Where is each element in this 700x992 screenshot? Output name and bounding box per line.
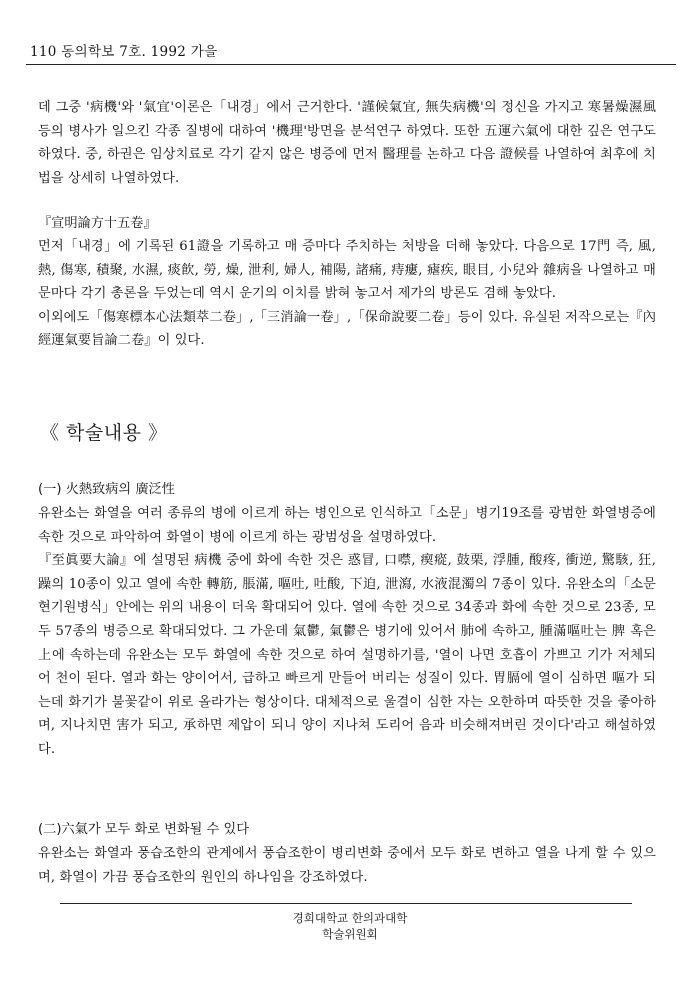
subsection-2-paragraph-1: 유완소는 화열과 풍습조한의 관계에서 풍습조한이 병리변화 중에서 모두 화로 변하고 열을 나게 할 수 있으며, 화열이 가끔 풍습조한의 원인의 하나임을 강조하였다. — [38, 846, 656, 885]
subsection-2-title: (二)六氣가 모두 화로 변화될 수 있다 — [38, 822, 249, 837]
subsection-2 — [38, 818, 656, 889]
book-title: 『宣明論方十五卷』 — [38, 216, 157, 231]
subsection-1 — [38, 478, 656, 762]
subsection-1-paragraph-1: 유완소는 화열을 여러 종류의 병에 이르게 하는 병인으로 인식하고「소문」병기19조를 광범한 화열병증에 속한 것으로 파악하여 화열이 병에 이르게 하는 광범성을 설명하였다. — [38, 506, 656, 545]
running-header: 110 동의학보 7호. 1992 가을 — [30, 44, 218, 60]
subsection-1-paragraph-2: 『至眞要大論』에 설명된 病機 중에 화에 속한 것은 惑冒, 口噤, 瘈瘲, 鼓栗, 浮腫, 酸疼, 衝逆, 驚駭, 狂, 躁의 10종이 있고 열에 속한 轉筋, 脹滿, 嘔吐, 吐酸, 下迫, 泄瀉, 水液混濁의 7종이 있다. 유완소의「소문현기원병식」안에는 위의 내용이 더욱 확대되어 있다. 열에 속한 것으로 34종과 화에 속한 것으로 23종, 모두 57종의 병증으로 확대되었다. 그 가운데 氣鬱, 氣鬱은 병기에 있어서 肺에 속하고, 腫滿嘔吐는 脾 혹은 上에 속하는데 유완소는 모두 화열에 속한 것으로 하여 설명하기를, '열이 나면 호흡이 가쁘고 기가 저체되어 천이 된다. 열과 화는 양이어서, 급하고 빠르게 만들어 버리는 성질이 있다. 胃膈에 열이 심하면 嘔가 되는데 화기가 불꽃같이 위로 올라가는 형상이다. 대체적으로 울결이 심한 자는 오한하며 따뜻한 것을 좋아하며, 지나치면 害가 되고, 承하면 제압이 되니 양이 지나쳐 도리어 음과 비슷해져버린 것이다'라고 해설하였다. — [38, 553, 656, 757]
book-block — [38, 212, 656, 353]
header-rule — [26, 64, 676, 65]
subsection-1-title: (一) 火熱致病의 廣泛性 — [38, 482, 175, 497]
intro-block — [38, 96, 656, 190]
book-paragraph-2: 이외에도「傷寒標本心法類萃二卷」,「三消論一卷」,「保命說要二卷」등이 있다. 유실된 저작으로는『內經運氣要旨論二卷』이 있다. — [38, 309, 656, 349]
book-paragraph-1: 먼저「내경」에 기록된 61證을 기록하고 매 증마다 주치하는 처방을 더해 놓았다. 다음으로 17門 즉, 風, 熱, 傷寒, 積聚, 水濕, 痰飮, 勞, 燥, 泄利, 婦人, 補陽, 諸痛, 痔瘻, 瘧疾, 眼目, 小兒와 雜病을 나열하고 매 문마다 각기 총론을 두었는데 역시 운기의 이치를 밝혀 놓고서 제가의 방론도 겸해 놓았다. — [38, 239, 656, 302]
footer-institution: 경희대학교 한의과대학 — [292, 911, 408, 925]
footer-rule — [60, 903, 632, 904]
footer-committee: 학술위원회 — [322, 927, 378, 941]
intro-paragraph: 데 그중 '病機'와 '氣宜'이론은「내경」에서 근거한다. '謹候氣宜, 無失病機'의 정신을 가지고 寒暑燥濕風 등의 병사가 일으킨 각종 질병에 대하여 '機理'방면을 분석연구 하였다. 또한 五運六氣에 대한 깊은 연구도 하였다. 중, 하권은 임상치료로 각기 같지 않은 병증에 먼저 醫理를 논하고 다음 證候를 나열하여 최후에 치법을 상세히 나열하였다. — [38, 100, 656, 186]
section-heading: 《 학술내용 》 — [40, 422, 168, 444]
